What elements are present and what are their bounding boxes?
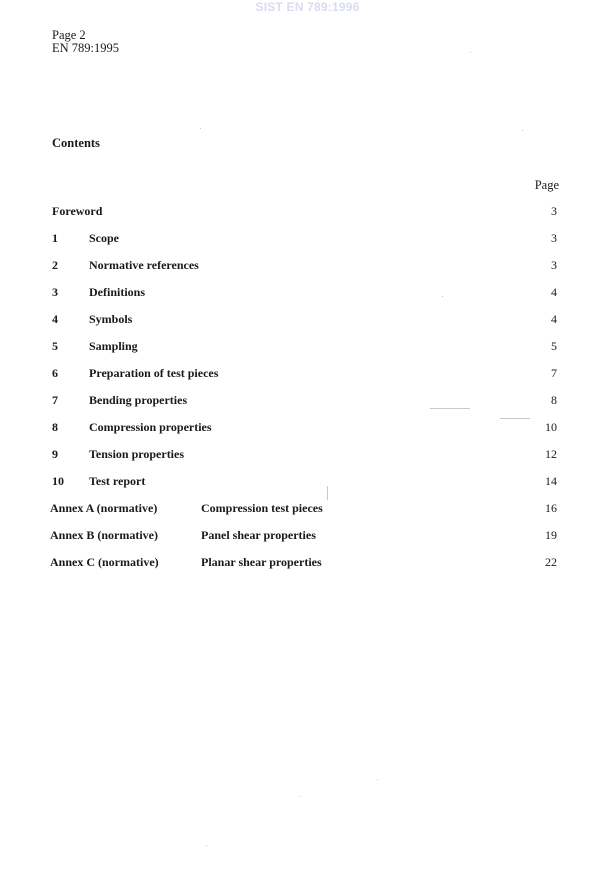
toc-number: 1: [52, 231, 58, 245]
annex-label: Annex B (normative): [50, 528, 158, 542]
toc-title: Test report: [89, 474, 146, 488]
scan-speck: [522, 130, 523, 131]
toc-page: 16: [545, 501, 557, 515]
toc-page: 8: [551, 393, 557, 407]
toc-title: Normative references: [89, 258, 199, 272]
page-header: [52, 29, 119, 55]
page-label: Page 2: [52, 28, 86, 42]
scan-speck: [377, 779, 378, 780]
scan-speck: [442, 296, 443, 297]
annex-label: Annex A (normative): [50, 501, 158, 515]
toc-number: 4: [52, 312, 58, 326]
toc-row-preparation-of-test-pieces: [0, 366, 615, 382]
toc-page: 14: [545, 474, 557, 488]
page-column-label: Page: [534, 178, 559, 192]
contents-title: Contents: [52, 136, 100, 150]
toc-page: 7: [551, 366, 557, 380]
toc-row-foreword: [0, 204, 615, 220]
toc-title: Tension properties: [89, 447, 185, 461]
toc-page: 12: [545, 447, 557, 461]
toc-page: 22: [545, 555, 557, 569]
toc-row-compression-properties: [0, 420, 615, 436]
toc-title: Definitions: [89, 285, 146, 299]
annex-title: Planar shear properties: [201, 555, 322, 569]
toc-title: Bending properties: [89, 393, 188, 407]
toc-row-normative-references: [0, 258, 615, 274]
toc-row-definitions: [0, 285, 615, 301]
toc-number: 6: [52, 366, 58, 380]
scan-speck: [470, 52, 471, 53]
toc-row-symbols: [0, 312, 615, 328]
toc-page: 10: [545, 420, 557, 434]
toc-title: Foreword: [52, 204, 103, 218]
toc-page: 3: [551, 204, 557, 218]
toc-row-test-report: [0, 474, 615, 490]
toc-page: 4: [551, 285, 557, 299]
toc-page: 5: [551, 339, 557, 353]
toc-title: Compression properties: [89, 420, 212, 434]
toc-title: Preparation of test pieces: [89, 366, 219, 380]
toc-title: Scope: [89, 231, 119, 245]
toc-row-annex-b: [0, 528, 615, 544]
toc-row-bending-properties: [0, 393, 615, 409]
toc-row-sampling: [0, 339, 615, 355]
scan-speck: [500, 418, 530, 419]
annex-title: Panel shear properties: [201, 528, 316, 542]
scan-speck: [299, 796, 300, 797]
watermark: SIST EN 789:1996: [255, 0, 360, 14]
toc-row-scope: [0, 231, 615, 247]
toc-number: 3: [52, 285, 58, 299]
toc-row-annex-a: [0, 501, 615, 517]
scan-speck: [327, 486, 328, 500]
toc-row-annex-c: [0, 555, 615, 571]
scan-speck: [206, 845, 207, 846]
toc-page: 4: [551, 312, 557, 326]
standard-number: EN 789:1995: [52, 41, 120, 55]
toc-number: 8: [52, 420, 58, 434]
scan-speck: [430, 408, 470, 409]
toc-page: 3: [551, 258, 557, 272]
annex-label: Annex C (normative): [50, 555, 159, 569]
toc-title: Symbols: [89, 312, 133, 326]
toc-number: 9: [52, 447, 58, 461]
annex-title: Compression test pieces: [201, 501, 323, 515]
toc-page: 19: [545, 528, 557, 542]
toc-number: 2: [52, 258, 58, 272]
toc-row-tension-properties: [0, 447, 615, 463]
toc-page: 3: [551, 231, 557, 245]
toc-title: Sampling: [89, 339, 138, 353]
toc-number: 5: [52, 339, 58, 353]
toc-number: 10: [52, 474, 64, 488]
scan-speck: [200, 128, 201, 129]
toc-number: 7: [52, 393, 58, 407]
